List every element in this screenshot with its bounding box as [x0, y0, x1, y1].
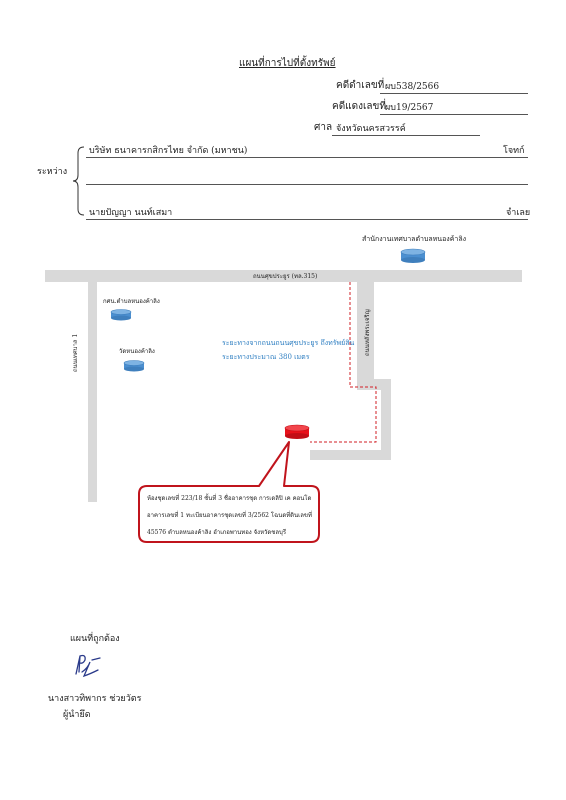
- route-line: [300, 280, 390, 450]
- case-red-underline: [380, 114, 528, 115]
- landmark-office-label: สำนักงานเทศบาลตำบลหนองค้าลิง: [362, 235, 467, 243]
- case-black-underline: [380, 93, 528, 94]
- left-road-label: ถนนเทศบาล 1: [72, 333, 79, 372]
- blank-line: [86, 184, 528, 185]
- defendant-underline: [86, 219, 528, 220]
- landmark-office-icon: [400, 248, 426, 264]
- plaintiff-role: โจทก์: [503, 146, 525, 156]
- distance-line-2: ระยะทางประมาณ 380 เมตร: [222, 353, 310, 361]
- callout-text: [147, 490, 319, 541]
- plaintiff-underline: [86, 157, 528, 158]
- landmark-school-label: กศน.ตำบลหนองค้าลิง: [103, 298, 160, 305]
- signer-role: ผู้นำยึด: [63, 710, 91, 720]
- callout-line-3: 45576 ตำบลหนองค้าลิง อำเภอพานทอง จังหวัดชลบุรี: [147, 529, 287, 536]
- court-value: จังหวัดนครสวรรค์: [336, 124, 406, 134]
- case-red-label: คดีแดงเลขที่: [332, 101, 386, 112]
- page-title: แผนที่การไปที่ตั้งทรัพย์: [239, 58, 336, 69]
- landmark-school-icon: [110, 309, 132, 322]
- certify-text: แผนที่ถูกต้อง: [70, 634, 120, 644]
- landmark-temple-label: วัดหนองค้าลิง: [119, 348, 155, 355]
- signature: [70, 650, 106, 680]
- defendant-name: นายปัญญา นนท์เสมา: [89, 208, 173, 218]
- court-label: ศาล: [314, 122, 333, 133]
- distance-line-1: ระยะทางจากถนนถนนศุขประยูร ถึงทรัพย์สิน: [222, 339, 355, 347]
- plaintiff-name: บริษัท ธนาคารกสิกรไทย จำกัด (มหาชน): [89, 146, 248, 156]
- main-road-label: ถนนศุขประยูร (ทล.315): [253, 273, 318, 280]
- between-label: ระหว่าง: [37, 167, 68, 177]
- left-road: [88, 282, 97, 502]
- defendant-role: จำเลย: [506, 208, 531, 218]
- signer-name: นางสาวทิพากร ช่วยวัตร: [48, 694, 142, 704]
- case-black-label: คดีดำเลขที่: [336, 80, 385, 91]
- case-red-value: ผบ19/2567: [385, 103, 434, 113]
- callout-line-1: ห้องชุดเลขที่ 223/18 ชั้นที่ 3 ชื่ออาคารชุด การเดลิปิ เค คอนโด: [147, 495, 312, 502]
- case-black-value: ผบ538/2566: [385, 82, 440, 92]
- court-underline: [332, 135, 480, 136]
- bracket: [72, 145, 86, 217]
- landmark-temple-icon: [123, 360, 145, 373]
- callout-line-2: อาคารเลขที่ 1 ทะเบียนอาคารชุดเลขที่ 3/2562 โฉนดที่ดินเลขที่: [147, 512, 312, 519]
- right-road-label: ถนนหลังพระเจริญ: [364, 309, 371, 356]
